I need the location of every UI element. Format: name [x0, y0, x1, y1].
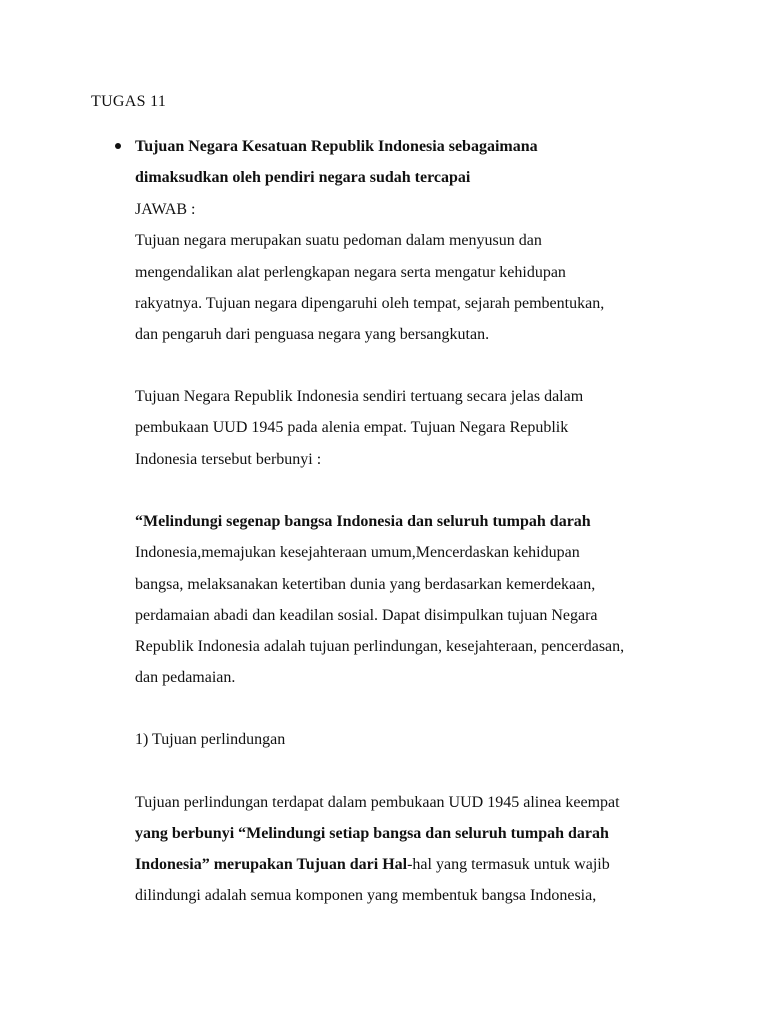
paragraph-1-line: dan pengaruh dari penguasa negara yang bersangkutan. — [135, 326, 490, 343]
paragraph-4-quote-line: yang berbunyi “Melindungi setiap bangsa dan seluruh tumpah darah — [135, 825, 609, 842]
paragraph-3-line: Republik Indonesia adalah tujuan perlindungan, kesejahteraan, pencerdasan, — [135, 638, 625, 655]
paragraph-3-line: perdamaian abadi dan keadilan sosial. Dapat disimpulkan tujuan Negara — [135, 607, 598, 624]
paragraph-2-line: Indonesia tersebut berbunyi : — [135, 451, 322, 468]
paragraph-1-line: mengendalikan alat perlengkapan negara serta mengatur kehidupan — [135, 264, 566, 281]
list-item-1: 1) Tujuan perlindungan — [135, 731, 286, 748]
bullet-title-line-1: Tujuan Negara Kesatuan Republik Indonesia sebagaimana — [135, 138, 538, 155]
paragraph-3-quote-line: “Melindungi segenap bangsa Indonesia dan seluruh tumpah darah — [135, 513, 591, 530]
bullet-icon — [115, 143, 121, 149]
paragraph-4-line: Tujuan perlindungan terdapat dalam pembukaan UUD 1945 alinea keempat — [135, 794, 620, 811]
jawab-label: JAWAB : — [135, 201, 196, 218]
bullet-title-line-2: dimaksudkan oleh pendiri negara sudah tercapai — [135, 169, 471, 186]
paragraph-4-bold-fragment: Indonesia” merupakan Tujuan dari Hal — [135, 856, 408, 873]
paragraph-1-line: rakyatnya. Tujuan negara dipengaruhi oleh tempat, sejarah pembentukan, — [135, 295, 605, 312]
paragraph-1-line: Tujuan negara merupakan suatu pedoman dalam menyusun dan — [135, 232, 542, 249]
paragraph-3-line: Indonesia,memajukan kesejahteraan umum,Mencerdaskan kehidupan — [135, 544, 580, 561]
paragraph-4-line-3 — [135, 854, 610, 876]
document-heading: TUGAS 11 — [91, 93, 167, 110]
paragraph-3-line: bangsa, melaksanakan ketertiban dunia yang berdasarkan kemerdekaan, — [135, 576, 596, 593]
paragraph-2-line: Tujuan Negara Republik Indonesia sendiri tertuang secara jelas dalam — [135, 388, 584, 405]
paragraph-2-line: pembukaan UUD 1945 pada alenia empat. Tujuan Negara Republik — [135, 419, 569, 436]
paragraph-4-line: dilindungi adalah semua komponen yang membentuk bangsa Indonesia, — [135, 887, 597, 904]
paragraph-3-line: dan pedamaian. — [135, 669, 236, 686]
paragraph-4-regular-fragment: -hal yang termasuk untuk wajib — [407, 856, 610, 873]
